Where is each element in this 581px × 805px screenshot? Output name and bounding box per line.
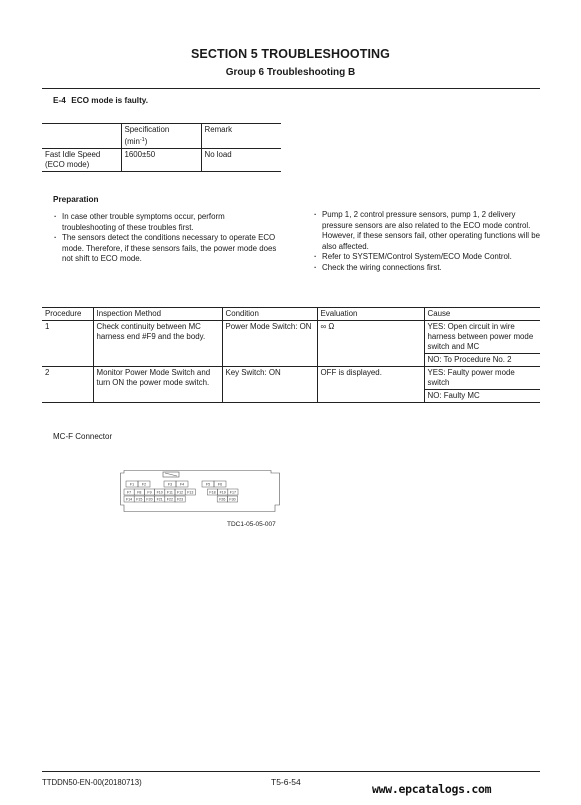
header-rule (42, 88, 540, 89)
list-item: · Refer to SYSTEM/Control System/ECO Mode Control. (313, 252, 545, 263)
cause-no: NO: Faulty MC (424, 390, 540, 403)
procedure-table (42, 307, 540, 403)
evaluation: OFF is displayed. (317, 367, 424, 403)
connector-pin-label: F18 (209, 490, 216, 495)
connector-pin-label: F4 (179, 482, 185, 487)
connector-pin-label: F26 (219, 497, 226, 502)
spec-header-item (42, 124, 121, 149)
footer-page-number: T5-6-54 (271, 777, 301, 787)
specification-table (42, 123, 281, 172)
condition: Key Switch: ON (222, 367, 317, 403)
spec-header-specification (121, 124, 201, 149)
connector-pin-label: F7 (126, 490, 132, 495)
connector-pin-row-1 (124, 489, 238, 495)
connector-pin-label: F5 (205, 482, 211, 487)
mc-f-connector-diagram (120, 470, 280, 512)
connector-pin-label: F10 (156, 490, 163, 495)
connector-pin-label: F3 (167, 482, 173, 487)
list-item: · Pump 1, 2 control pressure sensors, pump 1, 2 delivery pressure sensors are also related to the ECO mode control. However, if these sensors fail, other operating functions will be also affected. (313, 210, 545, 252)
connector-pin-label: F9 (147, 490, 152, 495)
connector-top-pins (126, 481, 226, 487)
connector-pin-label: F12 (176, 490, 184, 495)
procedure-header-row (42, 308, 540, 321)
header-procedure: Procedure (42, 308, 93, 321)
preparation-heading: Preparation (53, 195, 99, 204)
header-condition: Condition (222, 308, 317, 321)
connector-pin-label: F13 (187, 490, 194, 495)
connector-pin-label: F2 (141, 482, 147, 487)
connector-pin-row-2 (124, 496, 238, 502)
figure-code: TDC1-05-05-007 (227, 521, 276, 528)
connector-pin-label: F17 (229, 490, 237, 495)
fault-code: E-4 (53, 96, 66, 105)
table-row (42, 367, 540, 390)
section-title: SECTION 5 TROUBLESHOOTING (190, 47, 391, 61)
cause-yes: YES: Open circuit in wire harness between power mode switch and MC (424, 321, 540, 354)
footer-document-code: TTDDN50-EN-00(20180713) (42, 778, 142, 787)
group-title: Group 6 Troubleshooting B (225, 67, 356, 78)
spec-remark: No load (201, 149, 281, 172)
connector-pin-label: F15 (136, 497, 143, 502)
table-row (42, 149, 281, 172)
header-evaluation: Evaluation (317, 308, 424, 321)
list-item: · In case other trouble symptoms occur, perform troubleshooting of these troubles first. (53, 212, 278, 233)
spec-value: 1600±50 (121, 149, 201, 172)
footer-watermark: www.epcatalogs.com (372, 782, 492, 796)
condition: Power Mode Switch: ON (222, 321, 317, 367)
cause-yes: YES: Faulty power mode switch (424, 367, 540, 390)
list-item: · The sensors detect the conditions necessary to operate ECO mode. Therefore, if these sensors fails, the power mode does not shift to ECO mode. (53, 233, 278, 265)
connector-pin-label: F21 (156, 497, 163, 502)
connector-pin-label: F23 (176, 497, 184, 502)
spec-header-row (42, 124, 281, 149)
spec-unit-exponent: -1 (139, 137, 145, 143)
spec-unit-open: (min (124, 137, 140, 146)
fault-title: ECO mode is faulty. (71, 96, 149, 105)
connector-pin-label: F20 (146, 497, 153, 502)
preparation-list-right (313, 210, 545, 274)
connector-pin-label: F11 (166, 490, 173, 495)
connector-pin-label: F14 (125, 497, 133, 502)
spec-item-line2: (ECO mode) (45, 160, 90, 169)
connector-pin-label: F6 (217, 482, 223, 487)
spec-item-line1: Fast Idle Speed (45, 150, 101, 159)
list-item: · Check the wiring connections first. (313, 263, 545, 274)
connector-pin-label: F19 (219, 490, 226, 495)
fault-heading (53, 96, 148, 105)
connector-label: MC-F Connector (53, 432, 113, 441)
inspection-method: Check continuity between MC harness end #F9 and the body. (93, 321, 222, 367)
connector-pin-label: F8 (137, 490, 142, 495)
cause-no: NO: To Procedure No. 2 (424, 354, 540, 367)
connector-pin-label: F1 (129, 482, 135, 487)
spec-header-remark: Remark (201, 124, 281, 149)
connector-pin-label: F30 (229, 497, 236, 502)
procedure-number: 1 (42, 321, 93, 367)
connector-latch-mark (165, 473, 177, 476)
procedure-number: 2 (42, 367, 93, 403)
header-inspection-method: Inspection Method (93, 308, 222, 321)
footer-rule (42, 771, 540, 772)
inspection-method: Monitor Power Mode Switch and turn ON the power mode switch. (93, 367, 222, 403)
spec-item (42, 149, 121, 172)
spec-unit-close: ) (144, 137, 148, 146)
evaluation: ∞ Ω (317, 321, 424, 367)
spec-header-label: Specification (124, 125, 170, 134)
table-row (42, 321, 540, 354)
connector-pin-label: F22 (166, 497, 174, 502)
preparation-list-left (53, 212, 278, 265)
header-cause: Cause (424, 308, 540, 321)
